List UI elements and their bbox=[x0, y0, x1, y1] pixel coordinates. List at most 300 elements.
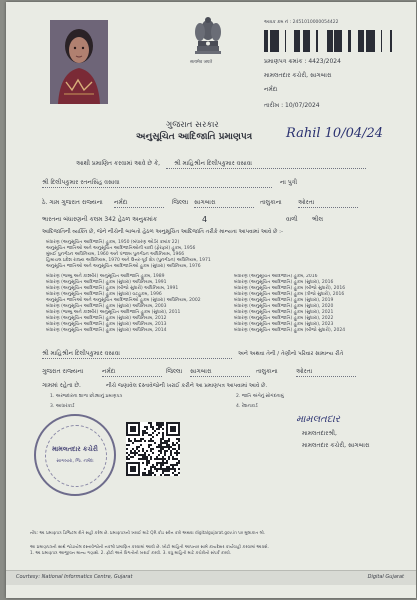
qr-module bbox=[148, 454, 150, 456]
qr-module bbox=[144, 472, 146, 474]
qr-module bbox=[164, 452, 166, 454]
qr-module bbox=[162, 468, 164, 470]
qr-module bbox=[160, 462, 162, 464]
barcode-bar bbox=[358, 30, 360, 52]
qr-module bbox=[170, 446, 172, 448]
qr-module bbox=[146, 450, 148, 452]
qr-module bbox=[160, 468, 162, 470]
qr-module bbox=[152, 428, 154, 430]
qr-module bbox=[130, 452, 132, 454]
order-line: અનુસૂચિત જાતિઓ અને અનુસૂચિત આદિજાતિઓની યાદી (ફેરફાર) હુકમ, 1956 bbox=[46, 246, 196, 251]
qr-module bbox=[150, 426, 152, 428]
document-item: 2. જાતિ અંગેનું સોગંદનામું bbox=[236, 394, 284, 399]
qr-module bbox=[148, 474, 150, 476]
qr-module bbox=[154, 474, 156, 476]
qr-module bbox=[126, 458, 128, 460]
qr-module bbox=[144, 454, 146, 456]
list-item: બંધારણ (અનુસૂચિત આદિજાતિ) હુકમ (સુધારા) અધિનિયમ, 2014 bbox=[46, 328, 167, 333]
barcode-bar bbox=[285, 30, 286, 52]
qr-module bbox=[138, 446, 140, 448]
qr-module bbox=[148, 460, 150, 462]
qr-module bbox=[150, 422, 152, 424]
qr-module bbox=[152, 436, 154, 438]
qr-module bbox=[142, 454, 144, 456]
qr-module bbox=[172, 472, 174, 474]
qr-module bbox=[146, 428, 148, 430]
qr-module bbox=[164, 454, 166, 456]
qr-module bbox=[142, 462, 144, 464]
qr-module bbox=[168, 438, 170, 440]
qr-module bbox=[128, 454, 130, 456]
qr-module bbox=[140, 440, 142, 442]
qr-module bbox=[160, 424, 162, 426]
qr-module bbox=[146, 462, 148, 464]
qr-module bbox=[162, 422, 164, 424]
qr-module bbox=[158, 432, 160, 434]
list-item: બંધારણ (અનુસૂચિત આદિજાતિ) હુકમ (સુધારા), 2019 bbox=[234, 298, 334, 303]
qr-module bbox=[168, 468, 170, 470]
qr-module bbox=[164, 442, 166, 444]
issuing-place: નર્મદા bbox=[264, 86, 278, 93]
seal-ring bbox=[45, 425, 107, 487]
qr-module bbox=[166, 444, 168, 446]
barcode-bar bbox=[366, 30, 369, 52]
list-item: બંધારણ (અનુસૂચિત આદિજાતિ) હુકમ (સુધારા) વટહુકમ, 1996 bbox=[46, 292, 162, 297]
qr-module bbox=[172, 456, 174, 458]
qr-module bbox=[146, 456, 148, 458]
qr-module bbox=[172, 468, 174, 470]
qr-module bbox=[136, 440, 138, 442]
qr-module bbox=[174, 444, 176, 446]
barcode-bar bbox=[370, 30, 372, 52]
seal-text: મામલતદાર કચેરી bbox=[52, 445, 98, 453]
qr-module bbox=[162, 458, 164, 460]
qr-module bbox=[138, 440, 140, 442]
qr-module bbox=[142, 456, 144, 458]
qr-module bbox=[156, 422, 158, 424]
barcode-bar bbox=[270, 30, 273, 52]
qr-module bbox=[162, 472, 164, 474]
qr-module bbox=[174, 468, 176, 470]
list-item: બંધારણ (અનુસૂચિત આદિજાતિ) હુકમ (સુધારા), 2021 bbox=[234, 310, 334, 315]
barcode-bar bbox=[340, 30, 342, 52]
barcode-bar bbox=[264, 30, 267, 52]
qr-module bbox=[158, 450, 160, 452]
qr-module bbox=[148, 440, 150, 442]
qr-module bbox=[154, 466, 156, 468]
recognition-text: આદિજાતિની વ્યક્તિ છે, જેને નીચેની બાબતો હેઠળ અનુસૂચિત આદિજાતિ તરીકે માન્યતા આપવામાં આવે છે :- bbox=[42, 229, 283, 235]
qr-module bbox=[162, 464, 164, 466]
barcode-bar bbox=[360, 30, 363, 52]
barcode-bar bbox=[372, 30, 375, 52]
qr-module bbox=[156, 462, 158, 464]
parent-name: શ્રી દિલીપકુમાર રતનસિંહ વસાવા bbox=[42, 179, 272, 188]
list-item: બંધારણ (અનુસૂચિત આદિજાતિ) હુકમ (સુધારા), 2020 bbox=[234, 304, 334, 309]
qr-module bbox=[156, 470, 158, 472]
qr-module bbox=[170, 426, 176, 432]
right-amendments-list bbox=[234, 274, 410, 334]
top-reference: આવક ક્રમ નં : 2451010000054422 bbox=[264, 20, 339, 25]
qr-module bbox=[158, 444, 160, 446]
barcode-bar bbox=[298, 30, 300, 52]
qr-module bbox=[144, 458, 146, 460]
document-item: 3. આધારકાર્ડ bbox=[50, 404, 75, 409]
qr-module bbox=[160, 446, 162, 448]
qr-module bbox=[160, 466, 162, 468]
barcode-bar bbox=[334, 30, 336, 52]
qr-module bbox=[158, 446, 160, 448]
tribe-name: ભીલ bbox=[312, 216, 324, 223]
qr-module bbox=[144, 452, 146, 454]
qr-module bbox=[170, 454, 172, 456]
qr-module bbox=[162, 460, 164, 462]
note-line: નોંધ: આ પ્રમાણપત્ર ડિજિટલ રીતે સહી કરેલ છે. પ્રમાણપત્રની ખરાઈ માટે QR કોડ સ્કેન કરો અથવા digitalgujarat.gov.in પર મુલાકાત લો. bbox=[30, 530, 266, 535]
qr-module bbox=[176, 442, 178, 444]
qr-module bbox=[178, 462, 180, 464]
qr-module bbox=[148, 422, 150, 424]
qr-module bbox=[166, 462, 168, 464]
qr-module bbox=[150, 438, 152, 440]
qr-module bbox=[130, 450, 132, 452]
qr-module bbox=[144, 456, 146, 458]
qr-module bbox=[154, 468, 156, 470]
qr-module bbox=[174, 458, 176, 460]
qr-module bbox=[158, 454, 160, 456]
qr-module bbox=[142, 430, 144, 432]
officer-office: મામલતદાર કચેરી, સાગબારા bbox=[302, 442, 370, 449]
qr-module bbox=[166, 466, 168, 468]
qr-module bbox=[134, 440, 136, 442]
barcode-bar bbox=[336, 30, 339, 52]
qr-module bbox=[164, 462, 166, 464]
qr-module bbox=[166, 446, 168, 448]
certificate-title: અનુસૂચિત આદિજાતિ પ્રમાણપત્ર bbox=[136, 132, 253, 142]
taluka-label: તાલુકાના bbox=[260, 199, 282, 206]
qr-module bbox=[152, 472, 154, 474]
residence-prefix: ગુજરાત રાજ્યના bbox=[42, 368, 84, 375]
qr-module bbox=[176, 450, 178, 452]
qr-module bbox=[150, 458, 152, 460]
residence-taluka: સાગબારા bbox=[190, 368, 250, 377]
qr-module bbox=[158, 428, 160, 430]
qr-module bbox=[162, 442, 164, 444]
list-item: બંધારણ (અનુસૂચિત આદિજાતિ) હુકમ (સુધારા) અધિનિયમ, 2003 bbox=[46, 304, 167, 309]
barcode-bar bbox=[348, 30, 351, 52]
officer-designation: મામલતદારશ્રી, bbox=[302, 430, 337, 437]
qr-module bbox=[134, 450, 136, 452]
qr-module bbox=[178, 446, 180, 448]
qr-module bbox=[172, 466, 174, 468]
qr-module bbox=[154, 442, 156, 444]
qr-module bbox=[166, 440, 168, 442]
qr-module bbox=[150, 440, 152, 442]
qr-module bbox=[176, 458, 178, 460]
order-line: બંધારણ (અનુસૂચિત આદિજાતિ) હુકમ, 1950 (બંધારણ ઓર્ડર ક્રમાંક 22) bbox=[46, 240, 180, 245]
qr-module bbox=[170, 468, 172, 470]
qr-module bbox=[160, 464, 162, 466]
qr-module bbox=[138, 454, 140, 456]
qr-module bbox=[160, 450, 162, 452]
village-value: ઓરતા bbox=[298, 199, 358, 208]
qr-module bbox=[134, 438, 136, 440]
qr-module bbox=[126, 452, 128, 454]
list-item: બંધારણ (અનુસૂચિત આદિજાતિ) હુકમ (બીજો સુધારો), 2024 bbox=[234, 328, 346, 333]
qr-module bbox=[160, 426, 162, 428]
issuing-office: મામલતદાર કચેરી, સાગબારા bbox=[264, 72, 332, 79]
qr-module bbox=[132, 442, 134, 444]
qr-module bbox=[154, 430, 156, 432]
qr-module bbox=[160, 458, 162, 460]
qr-module bbox=[144, 468, 146, 470]
qr-module bbox=[172, 448, 174, 450]
qr-module bbox=[178, 452, 180, 454]
qr-module bbox=[158, 468, 160, 470]
qr-module bbox=[178, 440, 180, 442]
qr-module bbox=[166, 468, 168, 470]
applicant-photo bbox=[50, 20, 108, 104]
qr-module bbox=[146, 458, 148, 460]
qr-module bbox=[176, 462, 178, 464]
qr-module bbox=[162, 456, 164, 458]
qr-module bbox=[142, 458, 144, 460]
official-seal bbox=[34, 414, 116, 496]
qr-module bbox=[162, 446, 164, 448]
qr-module bbox=[156, 456, 158, 458]
qr-module bbox=[164, 474, 166, 476]
qr-module bbox=[128, 458, 130, 460]
qr-module bbox=[160, 452, 162, 454]
qr-module bbox=[130, 426, 136, 432]
qr-module bbox=[150, 468, 152, 470]
qr-module bbox=[154, 458, 156, 460]
notes-section bbox=[30, 530, 390, 556]
qr-module bbox=[152, 440, 154, 442]
document-item: 4. રેશનકાર્ડ bbox=[236, 404, 258, 409]
residence-suffix: ગામમાં રહેતા છે. bbox=[42, 382, 81, 389]
qr-module bbox=[148, 444, 150, 446]
residence-district-label: જિલ્લા bbox=[166, 368, 183, 375]
qr-module bbox=[158, 424, 160, 426]
serial-number: 4 bbox=[202, 215, 208, 224]
verification-qr-code[interactable] bbox=[126, 422, 180, 476]
qr-module bbox=[140, 444, 142, 446]
list-item: બંધારણ (અનુસૂચિત આદિજાતિ) હુકમ, 2016 bbox=[234, 274, 318, 279]
issue-date: તારીખ : 10/07/2024 bbox=[264, 102, 320, 109]
qr-module bbox=[158, 426, 160, 428]
qr-module bbox=[178, 468, 180, 470]
note-line: 1. આ પ્રમાણપત્ર આજીવન માન્ય ગણાશે. 2. ફોટો અને વિગતોની ખરાઈ કરવી. 3. વધુ માહિતી માટે કચેરીનો સંપર્ક કરવો. bbox=[30, 550, 232, 555]
qr-module bbox=[152, 466, 154, 468]
qr-module bbox=[176, 452, 178, 454]
qr-module bbox=[168, 456, 170, 458]
qr-module bbox=[170, 464, 172, 466]
qr-module bbox=[150, 472, 152, 474]
qr-module bbox=[176, 438, 178, 440]
qr-module bbox=[150, 466, 152, 468]
qr-module bbox=[168, 448, 170, 450]
qr-module bbox=[156, 446, 158, 448]
qr-module bbox=[166, 442, 168, 444]
qr-module bbox=[152, 464, 154, 466]
qr-module bbox=[142, 448, 144, 450]
qr-module bbox=[166, 450, 168, 452]
order-line: અનુસૂચિત જાતિઓ અને અનુસૂચિત આદિજાતિઓ હુકમ (સુધારા) અધિનિયમ, 1976 bbox=[46, 264, 201, 269]
qr-module bbox=[150, 444, 152, 446]
qr-module bbox=[136, 452, 138, 454]
list-item: બંધારણ (જમ્મુ અને કાશ્મીર) અનુસૂચિત આદિજાતિ હુકમ (સુધારા), 2011 bbox=[46, 310, 181, 315]
qr-module bbox=[172, 442, 174, 444]
qr-module bbox=[136, 446, 138, 448]
qr-module bbox=[146, 426, 148, 428]
barcode-bar bbox=[306, 30, 309, 52]
barcode-bar bbox=[294, 30, 297, 52]
qr-module bbox=[152, 432, 154, 434]
qr-module bbox=[142, 432, 144, 434]
intro-text: આથી પ્રમાણિત કરવામાં આવે છે કે, bbox=[76, 160, 161, 167]
qr-module bbox=[162, 434, 164, 436]
qr-module bbox=[164, 450, 166, 452]
list-item: બંધારણ (અનુસૂચિત આદિજાતિ) હુકમ (સુધારા) અધિનિયમ, 2013 bbox=[46, 322, 167, 327]
qr-module bbox=[132, 456, 134, 458]
qr-module bbox=[158, 422, 160, 424]
qr-module bbox=[164, 446, 166, 448]
serial-label: વાળી bbox=[286, 216, 298, 223]
qr-module bbox=[142, 474, 144, 476]
qr-module bbox=[144, 426, 146, 428]
qr-module bbox=[126, 456, 128, 458]
qr-module bbox=[142, 472, 144, 474]
barcode-bar bbox=[328, 30, 330, 52]
qr-module bbox=[142, 438, 144, 440]
qr-module bbox=[130, 466, 136, 472]
qr-module bbox=[168, 466, 170, 468]
list-item: બંધારણ (અનુસૂચિત આદિજાતિ) હુકમ (સુધારા), 2023 bbox=[234, 322, 334, 327]
qr-module bbox=[150, 434, 152, 436]
barcode-bar bbox=[390, 30, 392, 52]
family-text: અને અથવા તેની / તેણીનો પરિવાર સામાન્ય રીતે bbox=[238, 351, 344, 357]
qr-module bbox=[158, 458, 160, 460]
applicant-name: શ્રી માહિશ્રીન દિલીપકુમાર વસાવા bbox=[166, 160, 366, 169]
district-label: જિલ્લા bbox=[172, 199, 189, 206]
qr-module bbox=[144, 440, 146, 442]
qr-module bbox=[172, 444, 174, 446]
qr-module bbox=[144, 474, 146, 476]
qr-module bbox=[156, 464, 158, 466]
qr-module bbox=[178, 444, 180, 446]
qr-module bbox=[152, 426, 154, 428]
qr-module bbox=[160, 440, 162, 442]
barcode-bar bbox=[363, 30, 364, 52]
qr-module bbox=[164, 468, 166, 470]
qr-module bbox=[162, 428, 164, 430]
certificate-number: પ્રમાણપત્ર ક્રમાંક : 4423/2024 bbox=[264, 58, 341, 65]
qr-module bbox=[164, 440, 166, 442]
qr-module bbox=[150, 456, 152, 458]
barcode bbox=[264, 30, 392, 52]
qr-module bbox=[146, 464, 148, 466]
barcode-bar bbox=[304, 30, 306, 52]
barcode-bar bbox=[267, 30, 268, 52]
qr-module bbox=[162, 448, 164, 450]
qr-module bbox=[160, 448, 162, 450]
qr-module bbox=[140, 438, 142, 440]
orders-list bbox=[46, 240, 211, 270]
handwritten-signature: Rahil 10/04/24 bbox=[286, 126, 384, 141]
barcode-bar bbox=[274, 30, 276, 52]
qr-module bbox=[150, 448, 152, 450]
barcode-bar bbox=[273, 30, 274, 52]
qr-module bbox=[140, 458, 142, 460]
list-item: બંધારણ (અનુસૂચિત આદિજાતિ) હુકમ (સુધારા), 2022 bbox=[234, 316, 334, 321]
qr-module bbox=[174, 474, 176, 476]
qr-module bbox=[156, 434, 158, 436]
list-item: બંધારણ (અનુસૂચિત આદિજાતિ) હુકમ (ત્રીજો સુધારો), 2016 bbox=[234, 292, 345, 297]
emblem-caption: सत्यमेव जयते bbox=[190, 60, 213, 65]
barcode-bar bbox=[316, 30, 318, 52]
qr-module bbox=[162, 432, 164, 434]
qr-module bbox=[148, 470, 150, 472]
qr-module bbox=[130, 440, 132, 442]
qr-module bbox=[168, 474, 170, 476]
family-member-name: શ્રી માહિશ્રીન દિલીપકુમાર વસાવા bbox=[42, 350, 232, 359]
list-item: બંધારણ (અનુસૂચિત આદિજાતિ) હુકમ (સુધારા), 2016 bbox=[234, 280, 334, 285]
qr-module bbox=[150, 470, 152, 472]
village-label: ઠે. ગામ ગુજરાત રાજ્યના bbox=[42, 199, 103, 206]
qr-module bbox=[172, 458, 174, 460]
qr-module bbox=[178, 448, 180, 450]
qr-module bbox=[168, 444, 170, 446]
qr-module bbox=[176, 464, 178, 466]
qr-module bbox=[134, 452, 136, 454]
qr-module bbox=[148, 462, 150, 464]
residence-taluka-label: તાલુકાના bbox=[256, 368, 278, 375]
qr-module bbox=[160, 444, 162, 446]
qr-module bbox=[148, 446, 150, 448]
qr-module bbox=[166, 470, 168, 472]
qr-module bbox=[156, 428, 158, 430]
note-line: આ પ્રમાણપત્રની સાથે જોડાયેલ દસ્તાવેજોની નકલો પ્રમાણિત કરવામાં આવી છે. ખોટી માહિતી આપનાર સામે કાયદેસર કાર્યવાહી કરવામાં આવશે. bbox=[30, 544, 269, 549]
qr-module bbox=[138, 458, 140, 460]
order-line: મુંબઈ પુનર્ગઠન અધિનિયમ, 1960 અને પંજાબ પુનર્ગઠન અધિનિયમ, 1966 bbox=[46, 252, 185, 257]
qr-module bbox=[176, 474, 178, 476]
qr-module bbox=[162, 462, 164, 464]
taluka-value: સાગબારા bbox=[194, 199, 254, 208]
qr-module bbox=[146, 432, 148, 434]
qr-module bbox=[156, 468, 158, 470]
qr-module bbox=[144, 432, 146, 434]
qr-module bbox=[176, 454, 178, 456]
qr-module bbox=[178, 438, 180, 440]
qr-module bbox=[128, 440, 130, 442]
residence-district: નર્મદા bbox=[102, 368, 162, 377]
national-emblem-icon bbox=[188, 12, 228, 60]
qr-module bbox=[164, 470, 166, 472]
barcode-bar bbox=[327, 30, 328, 52]
qr-module bbox=[148, 434, 150, 436]
qr-module bbox=[156, 458, 158, 460]
qr-module bbox=[160, 474, 162, 476]
attachment-note: નીચે જણાવેલ દસ્તાવેજોની ખરાઈ કરીને આ પ્રમાણપત્ર આપવામાં આવે છે. bbox=[106, 383, 268, 389]
qr-module bbox=[134, 454, 136, 456]
barcode-bar bbox=[369, 30, 370, 52]
relation-text: ના પુત્રી bbox=[280, 179, 298, 186]
seal-subtext: સાગબારા, જિ. નર્મદા bbox=[56, 459, 94, 464]
list-item: અનુસૂચિત જાતિઓ અને અનુસૂચિત આદિજાતિઓ હુકમ (સુધારા) અધિનિયમ, 2002 bbox=[46, 298, 201, 303]
order-line: હિમાચલ પ્રદેશ રાજ્ય અધિનિયમ, 1970 અને ઉત્તર-પૂર્વ ક્ષેત્ર (પુનર્ગઠન) અધિનિયમ, 1971 bbox=[46, 258, 211, 263]
qr-module bbox=[158, 462, 160, 464]
constitution-text: ભારતના બંધારણની કલમ 342 હેઠળ અનુક્રમાંક bbox=[42, 216, 158, 223]
officer-signature: મામલતદાર bbox=[296, 414, 340, 425]
